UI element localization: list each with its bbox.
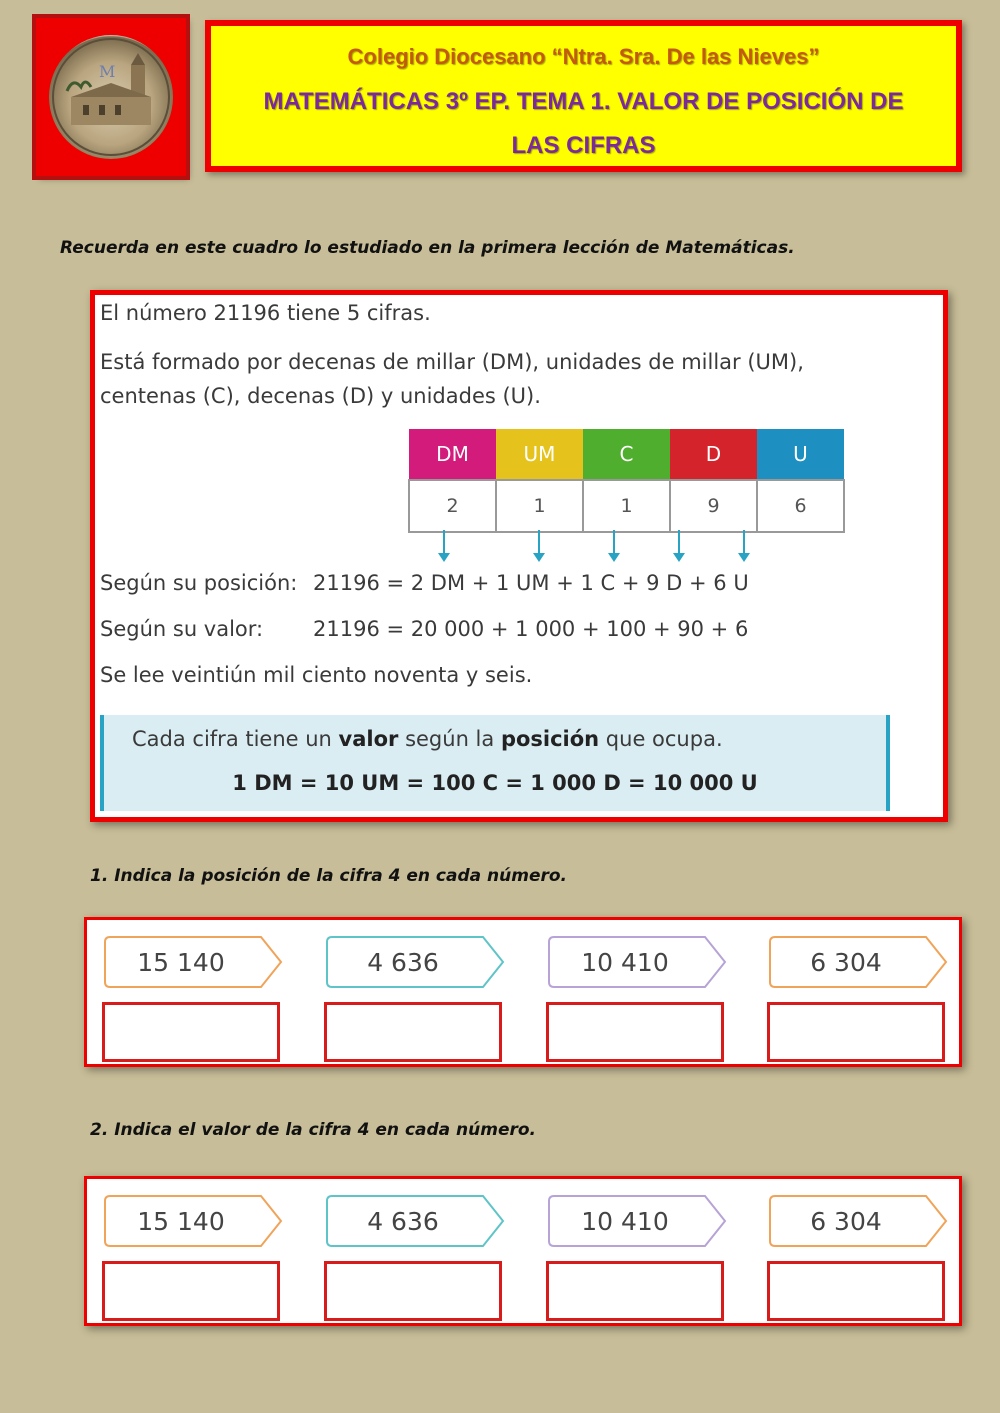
exercise2-prompt: 2. Indica el valor de la cifra 4 en cada número. [90, 1120, 537, 1140]
header-banner [205, 20, 962, 172]
number-label: 6 304 [810, 948, 882, 977]
exercise1-prompt: 1. Indica la posición de la cifra 4 en cada número. [90, 866, 567, 886]
number-tag [101, 934, 285, 990]
posicion-expression: 21196 = 2 DM + 1 UM + 1 C + 9 D + 6 U [313, 571, 749, 595]
number-label: 6 304 [810, 1207, 882, 1236]
place-value-values-row [409, 480, 844, 532]
rule-box [100, 715, 890, 811]
value-cell: 6 [757, 480, 844, 532]
rule-text: que ocupa. [599, 727, 723, 751]
answer-field[interactable] [767, 1261, 945, 1321]
intro-text: Recuerda en este cuadro lo estudiado en la primera lección de Matemáticas. [60, 238, 795, 258]
exercise1-box [84, 917, 962, 1067]
number-tag [545, 934, 729, 990]
number-label: 10 410 [581, 948, 669, 977]
answer-field[interactable] [546, 1002, 724, 1062]
place-value-table [408, 429, 845, 533]
equivalence-line: 1 DM = 10 UM = 100 C = 1 000 D = 10 000 U [232, 771, 758, 795]
number-tag [323, 934, 507, 990]
number-label: 15 140 [137, 948, 225, 977]
svg-text:M: M [99, 62, 116, 81]
down-arrow-icon [743, 530, 745, 556]
header-cell-um: UM [496, 429, 583, 480]
number-tag [101, 1193, 285, 1249]
school-logo-frame [36, 18, 186, 176]
school-name: Colegio Diocesano “Ntra. Sra. De las Nieves” [347, 44, 820, 69]
number-tag [766, 1193, 950, 1249]
school-logo-image [49, 35, 173, 159]
header-cell-dm: DM [409, 429, 496, 480]
value-cell: 1 [583, 480, 670, 532]
header-cell-c: C [583, 429, 670, 480]
reading-text: Se lee veintiún mil ciento noventa y seis. [100, 663, 533, 687]
theory-line2: Está formado por decenas de millar (DM), unidades de millar (UM), centenas (C), decenas (D) y unidades (U). [100, 350, 804, 408]
page-title: MATEMÁTICAS 3º EP. TEMA 1. VALOR DE POSICIÓN DE LAS CIFRAS [263, 88, 904, 159]
value-cell: 9 [670, 480, 757, 532]
answer-field[interactable] [546, 1261, 724, 1321]
number-tag [766, 934, 950, 990]
down-arrow-icon [443, 530, 445, 556]
down-arrow-icon [538, 530, 540, 556]
number-label: 10 410 [581, 1207, 669, 1236]
answer-field[interactable] [767, 1002, 945, 1062]
value-cell: 1 [496, 480, 583, 532]
down-arrow-icon [613, 530, 615, 556]
rule-statement [132, 727, 723, 751]
school-logo [49, 35, 173, 159]
theory-line1: El número 21196 tiene 5 cifras. [100, 301, 431, 325]
rule-text: Cada cifra tiene un [132, 727, 339, 751]
number-tag [323, 1193, 507, 1249]
header-cell-d: D [670, 429, 757, 480]
answer-field[interactable] [102, 1002, 280, 1062]
theory-box [90, 290, 948, 822]
valor-expression: 21196 = 20 000 + 1 000 + 100 + 90 + 6 [313, 617, 749, 641]
header-cell-u: U [757, 429, 844, 480]
posicion-label: Según su posición: [100, 571, 298, 595]
number-label: 4 636 [367, 948, 439, 977]
value-cell: 2 [409, 480, 496, 532]
exercise2-box [84, 1176, 962, 1326]
place-value-header-row [409, 429, 844, 480]
answer-field[interactable] [324, 1002, 502, 1062]
rule-posicion-word: posición [500, 727, 600, 751]
valor-label: Según su valor: [100, 617, 264, 641]
number-label: 4 636 [367, 1207, 439, 1236]
answer-field[interactable] [324, 1261, 502, 1321]
answer-field[interactable] [102, 1261, 280, 1321]
down-arrow-icon [678, 530, 680, 556]
number-tag [545, 1193, 729, 1249]
rule-valor-word: valor [338, 727, 399, 751]
rule-text: según la [398, 727, 501, 751]
number-label: 15 140 [137, 1207, 225, 1236]
